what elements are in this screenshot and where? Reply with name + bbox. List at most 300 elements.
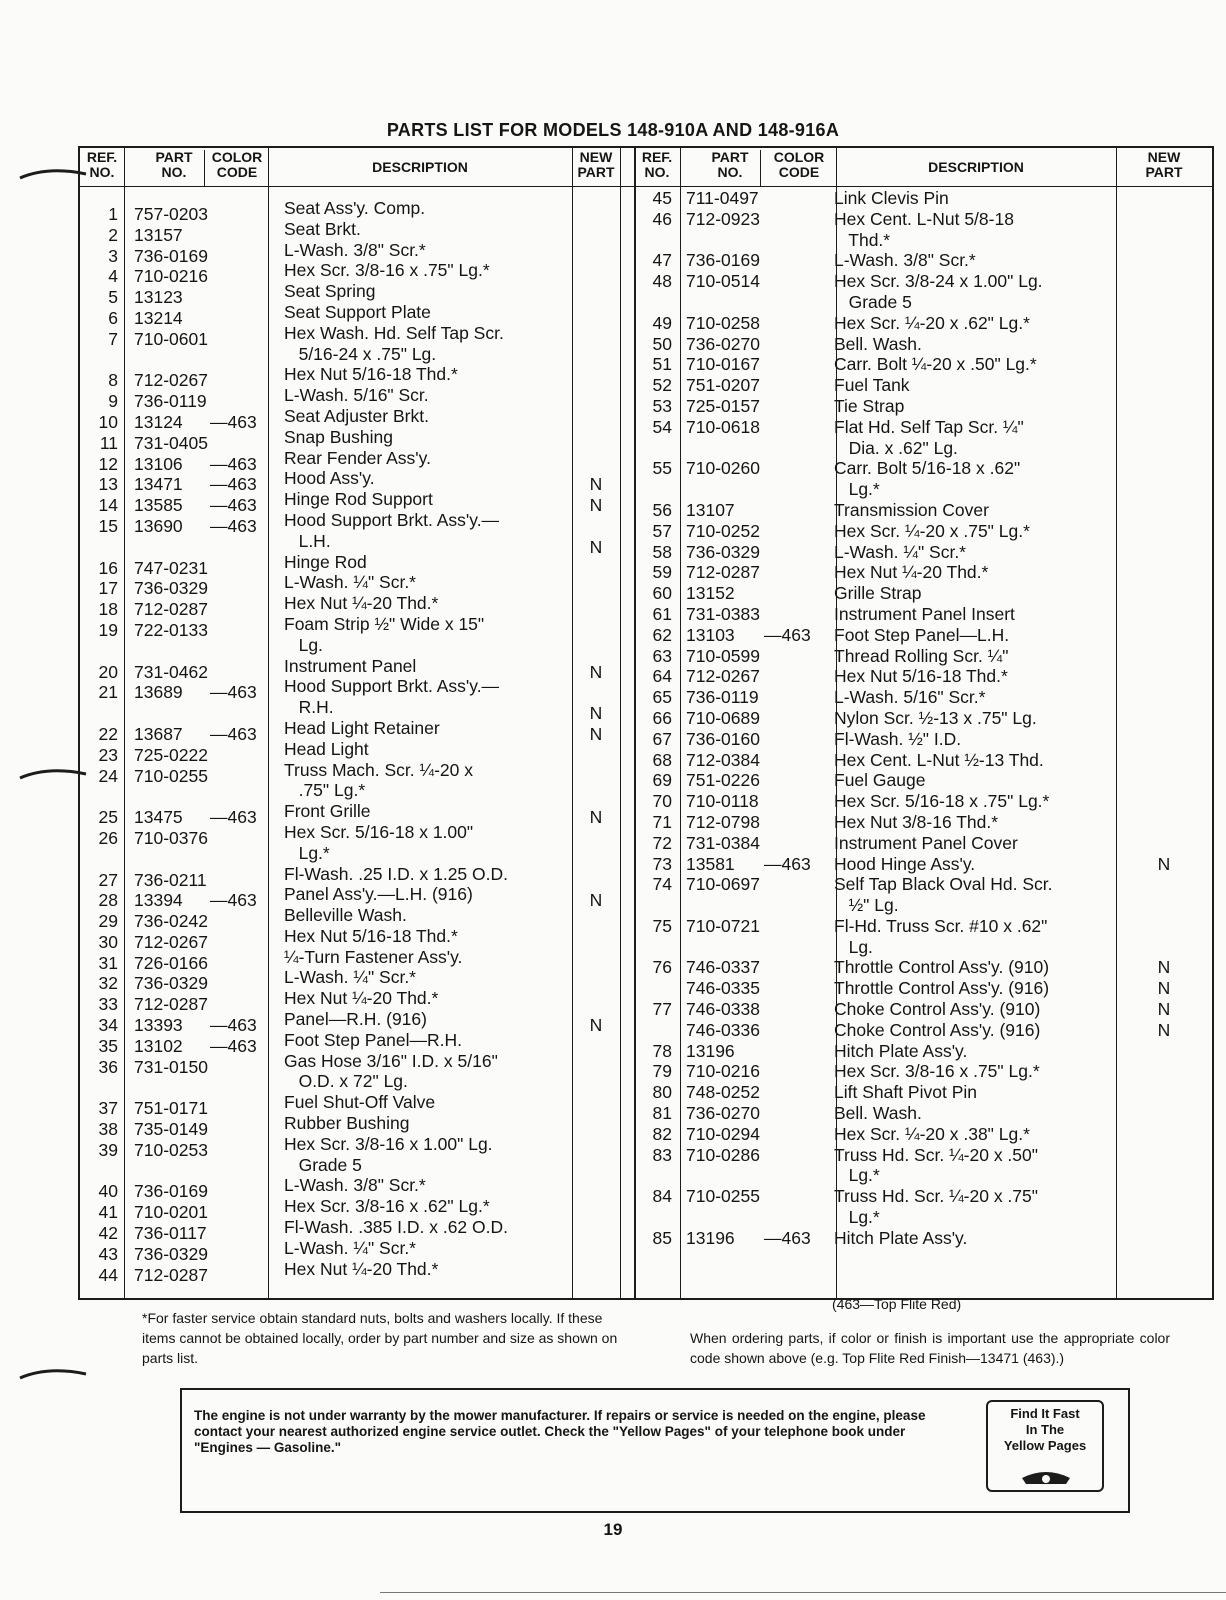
new-part-cell: N xyxy=(589,890,603,911)
header-ref-no: REF. NO. xyxy=(86,149,118,180)
new-part-cell xyxy=(572,1202,620,1223)
part-number-cell: 735-0149 xyxy=(134,1119,208,1140)
ref-cell: 34 xyxy=(98,1015,118,1036)
new-part-cell xyxy=(572,953,620,974)
description-cell: Truss Mach. Scr. ¼-20 x xyxy=(284,759,473,780)
new-part-cell xyxy=(1116,209,1212,230)
part-number-cell: 726-0166 xyxy=(134,952,208,973)
new-part-cell xyxy=(1116,1082,1212,1103)
new-part-cell xyxy=(572,1244,620,1265)
color-code-legend: (463—Top Flite Red) xyxy=(832,1296,962,1312)
color-code-cell xyxy=(764,562,836,583)
part-number-cell: 13196 xyxy=(686,1040,735,1061)
description-cell: Self Tap Black Oval Hd. Scr. xyxy=(834,874,1053,895)
part-number-cell: 710-0294 xyxy=(686,1123,760,1144)
part-number-cell: 13196 xyxy=(686,1227,735,1248)
new-part-cell xyxy=(572,766,620,787)
color-code-cell: —463 xyxy=(764,853,811,874)
part-number-cell: 736-0329 xyxy=(686,541,760,562)
part-number-cell xyxy=(134,537,214,558)
part-number-cell: 712-0267 xyxy=(686,666,760,687)
ref-cell: 11 xyxy=(99,432,118,453)
description-cell: L-Wash. ¼" Scr.* xyxy=(284,1237,416,1258)
description-cell: Bell. Wash. xyxy=(834,333,922,354)
part-number-cell: 731-0462 xyxy=(134,661,208,682)
left-ref-column xyxy=(80,204,118,1285)
new-part-cell xyxy=(572,1265,620,1286)
new-part-cell xyxy=(572,516,620,537)
new-part-cell: N xyxy=(589,703,603,724)
part-number-cell: 751-0226 xyxy=(686,770,760,791)
color-code-cell xyxy=(210,1098,268,1119)
ref-cell: 71 xyxy=(652,811,672,832)
color-code-cell xyxy=(210,537,268,558)
part-number-cell: 736-0270 xyxy=(686,333,760,354)
color-code-cell xyxy=(210,766,268,787)
color-code-cell: —463 xyxy=(210,1015,257,1036)
ref-cell: 21 xyxy=(98,682,118,703)
ref-cell xyxy=(80,641,118,662)
color-code-cell xyxy=(764,583,836,604)
new-part-cell: N xyxy=(1157,853,1171,874)
color-code-cell xyxy=(210,1057,268,1078)
color-code-cell xyxy=(210,953,268,974)
new-part-cell xyxy=(1116,334,1212,355)
description-cell: Hood Ass'y. xyxy=(284,468,375,489)
new-part-cell xyxy=(1116,458,1212,479)
new-part-cell xyxy=(1116,1124,1212,1145)
color-code-cell xyxy=(764,999,836,1020)
new-part-cell xyxy=(1116,313,1212,334)
new-part-cell: N xyxy=(589,495,603,516)
new-part-cell: N xyxy=(589,536,603,557)
ref-cell: 77 xyxy=(652,999,672,1020)
description-cell: Hex Nut ¼-20 Thd.* xyxy=(284,988,439,1009)
new-part-cell xyxy=(572,370,620,391)
ref-cell: 85 xyxy=(652,1227,672,1248)
description-cell: Tie Strap xyxy=(834,395,905,416)
right-color-column xyxy=(764,188,836,1249)
new-part-cell xyxy=(572,932,620,953)
description-cell: .75" Lg.* xyxy=(284,780,366,801)
description-cell: Hex Scr. 5/16-18 x .75" Lg.* xyxy=(834,791,1050,812)
color-code-cell xyxy=(764,978,836,999)
description-cell: O.D. x 72" Lg. xyxy=(284,1071,408,1092)
header-new-part: NEW PART xyxy=(577,149,615,180)
description-cell: Hex Scr. 3/8-16 x .62" Lg.* xyxy=(284,1196,490,1217)
color-code-cell xyxy=(764,334,836,355)
description-cell: Hex Cent. L-Nut ½-13 Thd. xyxy=(834,749,1044,770)
part-number-cell: 13690 xyxy=(134,515,183,536)
new-part-cell xyxy=(572,391,620,412)
description-cell: Hitch Plate Ass'y. xyxy=(834,1227,968,1248)
ref-cell: 30 xyxy=(98,931,118,952)
new-part-cell: N xyxy=(1157,978,1171,999)
new-part-cell xyxy=(1116,708,1212,729)
part-number-cell: 736-0119 xyxy=(686,687,759,708)
color-code-cell xyxy=(210,204,268,225)
new-part-cell xyxy=(1116,1228,1212,1249)
description-cell: Hex Nut 5/16-18 Thd.* xyxy=(834,666,1008,687)
part-number-cell: 757-0203 xyxy=(134,204,208,224)
divider xyxy=(680,148,681,1298)
part-number-cell: 710-0697 xyxy=(686,874,760,895)
new-part-cell xyxy=(572,1223,620,1244)
ref-cell: 1 xyxy=(108,204,118,224)
part-number-cell: 13689 xyxy=(134,682,183,703)
color-code-cell: —463 xyxy=(764,624,811,645)
description-cell: Instrument Panel Insert xyxy=(834,603,1015,624)
new-part-cell: N xyxy=(1157,1019,1171,1040)
part-number-cell: 712-0287 xyxy=(134,994,208,1015)
color-code-cell xyxy=(764,957,836,978)
description-cell: Transmission Cover xyxy=(834,499,989,520)
part-number-cell: 712-0287 xyxy=(686,562,760,583)
description-cell: Hex Scr. 3/8-16 x .75" Lg.* xyxy=(834,1061,1040,1082)
part-number-cell: 13214 xyxy=(134,307,183,328)
part-number-cell xyxy=(134,703,214,724)
new-part-cell: N xyxy=(589,723,603,744)
description-cell: Gas Hose 3/16" I.D. x 5/16" xyxy=(284,1050,498,1071)
ref-cell: 63 xyxy=(652,645,672,666)
description-cell: Truss Hd. Scr. ¼-20 x .50" xyxy=(834,1144,1038,1165)
description-cell: Dia. x .62" Lg. xyxy=(834,437,958,458)
header-ref-no: REF. NO. xyxy=(641,149,673,180)
color-code-cell xyxy=(764,271,836,292)
part-number-cell xyxy=(134,849,214,870)
ref-cell: 27 xyxy=(98,869,118,890)
new-part-cell xyxy=(1116,895,1212,916)
part-number-cell: 712-0287 xyxy=(134,1264,208,1285)
part-number-cell: 711-0497 xyxy=(686,188,759,208)
new-part-cell: N xyxy=(589,1015,603,1036)
new-part-cell: N xyxy=(589,474,603,495)
ref-cell: 25 xyxy=(98,807,118,828)
part-number-cell: 712-0798 xyxy=(686,811,760,832)
header-color-code: COLOR CODE xyxy=(204,150,269,186)
color-code-cell xyxy=(764,1145,836,1166)
new-part-cell xyxy=(1116,292,1212,313)
ref-cell xyxy=(80,786,118,807)
description-cell: L-Wash. ¼" Scr.* xyxy=(284,572,416,593)
new-part-cell xyxy=(1116,521,1212,542)
part-number-cell: 748-0252 xyxy=(686,1082,760,1103)
part-number-cell: 731-0150 xyxy=(134,1056,208,1077)
description-cell: Lg.* xyxy=(284,842,330,863)
ref-cell xyxy=(634,479,672,500)
new-part-cell: N xyxy=(589,661,603,682)
description-cell: Fl-Hd. Truss Scr. #10 x .62" xyxy=(834,915,1048,936)
part-number-cell: 710-0201 xyxy=(134,1202,208,1223)
header-description: DESCRIPTION xyxy=(372,159,468,175)
new-part-cell xyxy=(1116,438,1212,459)
color-code-cell xyxy=(764,292,836,313)
part-number-cell: 710-0601 xyxy=(134,328,208,349)
color-code-cell xyxy=(210,911,268,932)
color-code-cell xyxy=(210,246,268,267)
description-cell: Hex Nut 5/16-18 Thd.* xyxy=(284,364,458,385)
new-part-cell xyxy=(572,204,620,225)
new-part-cell xyxy=(1116,604,1212,625)
color-code-cell xyxy=(764,708,836,729)
part-number-cell: 712-0267 xyxy=(134,370,208,391)
part-number-cell: 13687 xyxy=(134,723,183,744)
part-number-cell: 13152 xyxy=(686,583,735,604)
new-part-cell xyxy=(1116,250,1212,271)
left-part-column xyxy=(134,204,214,1285)
ref-cell: 17 xyxy=(98,578,118,599)
description-cell: Foam Strip ½" Wide x 15" xyxy=(284,613,485,634)
ref-cell xyxy=(80,537,118,558)
color-code-cell xyxy=(210,1140,268,1161)
color-code-cell: —463 xyxy=(210,807,257,828)
new-part-cell xyxy=(1116,230,1212,251)
new-part-cell: N xyxy=(589,807,603,828)
right-ref-column xyxy=(634,188,672,1249)
description-cell: Fuel Gauge xyxy=(834,770,926,791)
new-part-cell xyxy=(572,246,620,267)
ref-cell xyxy=(634,895,672,916)
description-cell: Front Grille xyxy=(284,801,371,822)
ref-cell: 38 xyxy=(98,1119,118,1140)
description-cell: Choke Control Ass'y. (910) xyxy=(834,999,1041,1020)
new-part-cell xyxy=(1116,666,1212,687)
ref-cell: 84 xyxy=(652,1186,672,1207)
color-code-cell: —463 xyxy=(210,495,257,516)
part-number-cell: 736-0242 xyxy=(134,911,208,932)
header-description: DESCRIPTION xyxy=(928,159,1024,175)
new-part-cell xyxy=(572,578,620,599)
part-number-cell: 13393 xyxy=(134,1015,183,1036)
description-cell: Seat Brkt. xyxy=(284,218,361,239)
color-code-cell xyxy=(764,230,836,251)
part-number-cell xyxy=(686,1165,766,1186)
description-cell: Hex Wash. Hd. Self Tap Scr. xyxy=(284,322,504,343)
description-cell: Fl-Wash. .25 I.D. x 1.25 O.D. xyxy=(284,863,508,884)
warranty-box xyxy=(180,1388,1130,1513)
color-code-cell xyxy=(210,391,268,412)
new-part-cell xyxy=(1116,188,1212,209)
binder-hole-mark xyxy=(18,766,88,780)
new-part-cell xyxy=(572,412,620,433)
description-cell: Nylon Scr. ½-13 x .75" Lg. xyxy=(834,707,1037,728)
ref-cell: 4 xyxy=(108,266,118,287)
part-number-cell: 725-0157 xyxy=(686,395,760,416)
description-cell: Snap Bushing xyxy=(284,426,393,447)
right-part-column xyxy=(686,188,766,1249)
part-number-cell: 13102 xyxy=(134,1035,183,1056)
ref-cell: 28 xyxy=(98,890,118,911)
color-code-cell xyxy=(210,350,268,371)
ref-cell xyxy=(634,438,672,459)
description-cell: Hex Nut 3/8-16 Thd.* xyxy=(834,811,999,832)
new-part-cell xyxy=(572,350,620,371)
color-code-cell xyxy=(210,1077,268,1098)
new-part-cell xyxy=(1116,791,1212,812)
ref-cell: 15 xyxy=(98,515,118,536)
ref-cell: 13 xyxy=(98,474,118,495)
part-number-cell: 13394 xyxy=(134,890,183,911)
part-number-cell: 731-0383 xyxy=(686,603,760,624)
new-part-cell: N xyxy=(1157,999,1171,1020)
ref-cell: 6 xyxy=(108,307,118,328)
telephone-icon xyxy=(1018,1464,1074,1486)
new-part-cell xyxy=(1116,1041,1212,1062)
part-number-cell: 736-0117 xyxy=(134,1223,207,1244)
part-number-cell: 736-0169 xyxy=(134,245,208,266)
color-code-cell xyxy=(210,703,268,724)
ref-cell: 45 xyxy=(652,188,672,208)
color-code-cell xyxy=(764,687,836,708)
color-code-cell xyxy=(764,438,836,459)
color-code-cell xyxy=(764,729,836,750)
description-cell: Panel Ass'y.—L.H. (916) xyxy=(284,884,473,905)
color-code-cell: —463 xyxy=(210,682,257,703)
new-part-cell xyxy=(572,828,620,849)
ref-cell xyxy=(634,937,672,958)
description-cell: Hood Support Brkt. Ass'y.— xyxy=(284,509,500,530)
color-code-cell xyxy=(210,828,268,849)
header-new-part: NEW PART xyxy=(1145,149,1183,180)
part-number-cell: 13475 xyxy=(134,807,183,828)
color-code-cell: —463 xyxy=(210,723,257,744)
new-part-cell xyxy=(572,1057,620,1078)
color-code-cell xyxy=(764,770,836,791)
ref-cell: 69 xyxy=(652,770,672,791)
header-part-no: PART NO. xyxy=(155,149,193,180)
description-cell: Choke Control Ass'y. (916) xyxy=(834,1019,1041,1040)
description-cell: Grade 5 xyxy=(284,1154,362,1175)
ref-cell: 50 xyxy=(652,333,672,354)
ref-cell xyxy=(634,230,672,251)
new-part-cell xyxy=(1116,1061,1212,1082)
ref-cell: 57 xyxy=(652,520,672,541)
part-number-cell: 736-0169 xyxy=(134,1181,208,1202)
part-number-cell: 746-0335 xyxy=(686,978,760,999)
description-cell: L-Wash. 3/8" Scr.* xyxy=(284,239,426,260)
ref-cell: 75 xyxy=(652,915,672,936)
part-number-cell: 710-0514 xyxy=(686,271,760,292)
part-number-cell: 710-0260 xyxy=(686,458,760,479)
description-cell: Foot Step Panel—R.H. xyxy=(284,1029,462,1050)
color-code-cell xyxy=(210,1119,268,1140)
page-number: 19 xyxy=(603,1520,623,1539)
part-number-cell: 13107 xyxy=(686,499,735,520)
color-code-cell xyxy=(210,745,268,766)
description-cell: Thread Rolling Scr. ¼" xyxy=(834,645,1009,666)
part-number-cell: 13103 xyxy=(686,624,735,645)
description-cell: Thd.* xyxy=(834,229,891,250)
new-part-cell xyxy=(1116,396,1212,417)
description-cell: Hood Support Brkt. Ass'y.— xyxy=(284,676,500,697)
description-cell: L-Wash. 3/8" Scr.* xyxy=(284,1175,426,1196)
new-part-cell xyxy=(572,308,620,329)
description-cell: Lg.* xyxy=(834,1165,880,1186)
ref-cell: 48 xyxy=(652,271,672,292)
color-code-cell xyxy=(764,1041,836,1062)
ref-cell xyxy=(634,978,672,999)
ref-cell: 41 xyxy=(98,1202,118,1223)
ref-cell: 68 xyxy=(652,749,672,770)
binder-hole-mark xyxy=(18,166,88,180)
new-part-cell xyxy=(572,1181,620,1202)
ref-cell: 81 xyxy=(652,1103,672,1124)
new-part-cell xyxy=(572,1036,620,1057)
color-code-cell xyxy=(764,1124,836,1145)
new-part-cell xyxy=(572,911,620,932)
color-code-cell xyxy=(764,791,836,812)
new-part-cell xyxy=(572,1161,620,1182)
description-cell: Instrument Panel Cover xyxy=(834,832,1018,853)
color-code-cell xyxy=(210,370,268,391)
new-part-cell xyxy=(1116,1145,1212,1166)
new-part-cell xyxy=(1116,937,1212,958)
new-part-cell xyxy=(572,1098,620,1119)
ref-cell xyxy=(634,1207,672,1228)
part-number-cell: 13124 xyxy=(134,411,183,432)
description-cell: Throttle Control Ass'y. (910) xyxy=(834,957,1050,978)
description-cell: Hitch Plate Ass'y. xyxy=(834,1040,968,1061)
ref-cell: 8 xyxy=(108,370,118,391)
ref-cell xyxy=(634,1020,672,1041)
description-cell: Hex Nut ¼-20 Thd.* xyxy=(284,1258,439,1279)
divider xyxy=(124,148,125,1298)
new-part-cell xyxy=(1116,542,1212,563)
ref-cell xyxy=(80,1077,118,1098)
color-code-cell xyxy=(764,479,836,500)
part-number-cell xyxy=(134,786,214,807)
description-cell: L-Wash. ¼" Scr.* xyxy=(834,541,966,562)
color-code-cell xyxy=(210,786,268,807)
color-code-cell xyxy=(764,458,836,479)
part-number-cell: 736-0270 xyxy=(686,1103,760,1124)
color-code-cell xyxy=(764,396,836,417)
description-cell: Hex Scr. 3/8-16 x 1.00" Lg. xyxy=(284,1133,493,1154)
description-cell: Hinge Rod xyxy=(284,551,367,572)
new-part-cell xyxy=(1116,874,1212,895)
warranty-notice: The engine is not under warranty by the mower manufacturer. If repairs or service is needed on the engine, please contact your nearest authorized engine service outlet. Check the "Yellow Pages" of your telephone book under "Engines — Gasoline." xyxy=(194,1408,926,1455)
ref-cell: 32 xyxy=(98,973,118,994)
description-cell: Hinge Rod Support xyxy=(284,489,433,510)
part-number-cell: 13157 xyxy=(134,224,183,245)
color-code-cell xyxy=(764,1207,836,1228)
ref-cell: 67 xyxy=(652,728,672,749)
description-cell: Foot Step Panel—L.H. xyxy=(834,624,1010,645)
ref-cell: 24 xyxy=(98,765,118,786)
description-cell: Instrument Panel xyxy=(284,655,417,676)
description-cell: Lg. xyxy=(834,936,873,957)
color-code-cell xyxy=(210,558,268,579)
page-title: PARTS LIST FOR MODELS 148-910A AND 148-916A xyxy=(386,120,840,140)
part-number-cell: 710-0216 xyxy=(134,266,208,287)
ref-cell xyxy=(80,1161,118,1182)
part-number-cell: 736-0169 xyxy=(686,250,760,271)
description-cell: Hex Scr. 5/16-18 x 1.00" xyxy=(284,821,474,842)
description-cell: Link Clevis Pin xyxy=(834,188,949,208)
part-number-cell xyxy=(686,479,766,500)
new-part-cell xyxy=(572,745,620,766)
description-cell: Hex Scr. 3/8-24 x 1.00" Lg. xyxy=(834,271,1043,292)
part-number-cell xyxy=(686,937,766,958)
color-code-cell xyxy=(764,1186,836,1207)
description-cell: Lift Shaft Pivot Pin xyxy=(834,1082,977,1103)
part-number-cell: 13123 xyxy=(134,287,183,308)
color-code-cell xyxy=(764,188,836,209)
new-part-cell xyxy=(1116,417,1212,438)
description-cell: ½" Lg. xyxy=(834,895,899,916)
color-code-cell xyxy=(210,1202,268,1223)
ref-cell: 39 xyxy=(98,1139,118,1160)
